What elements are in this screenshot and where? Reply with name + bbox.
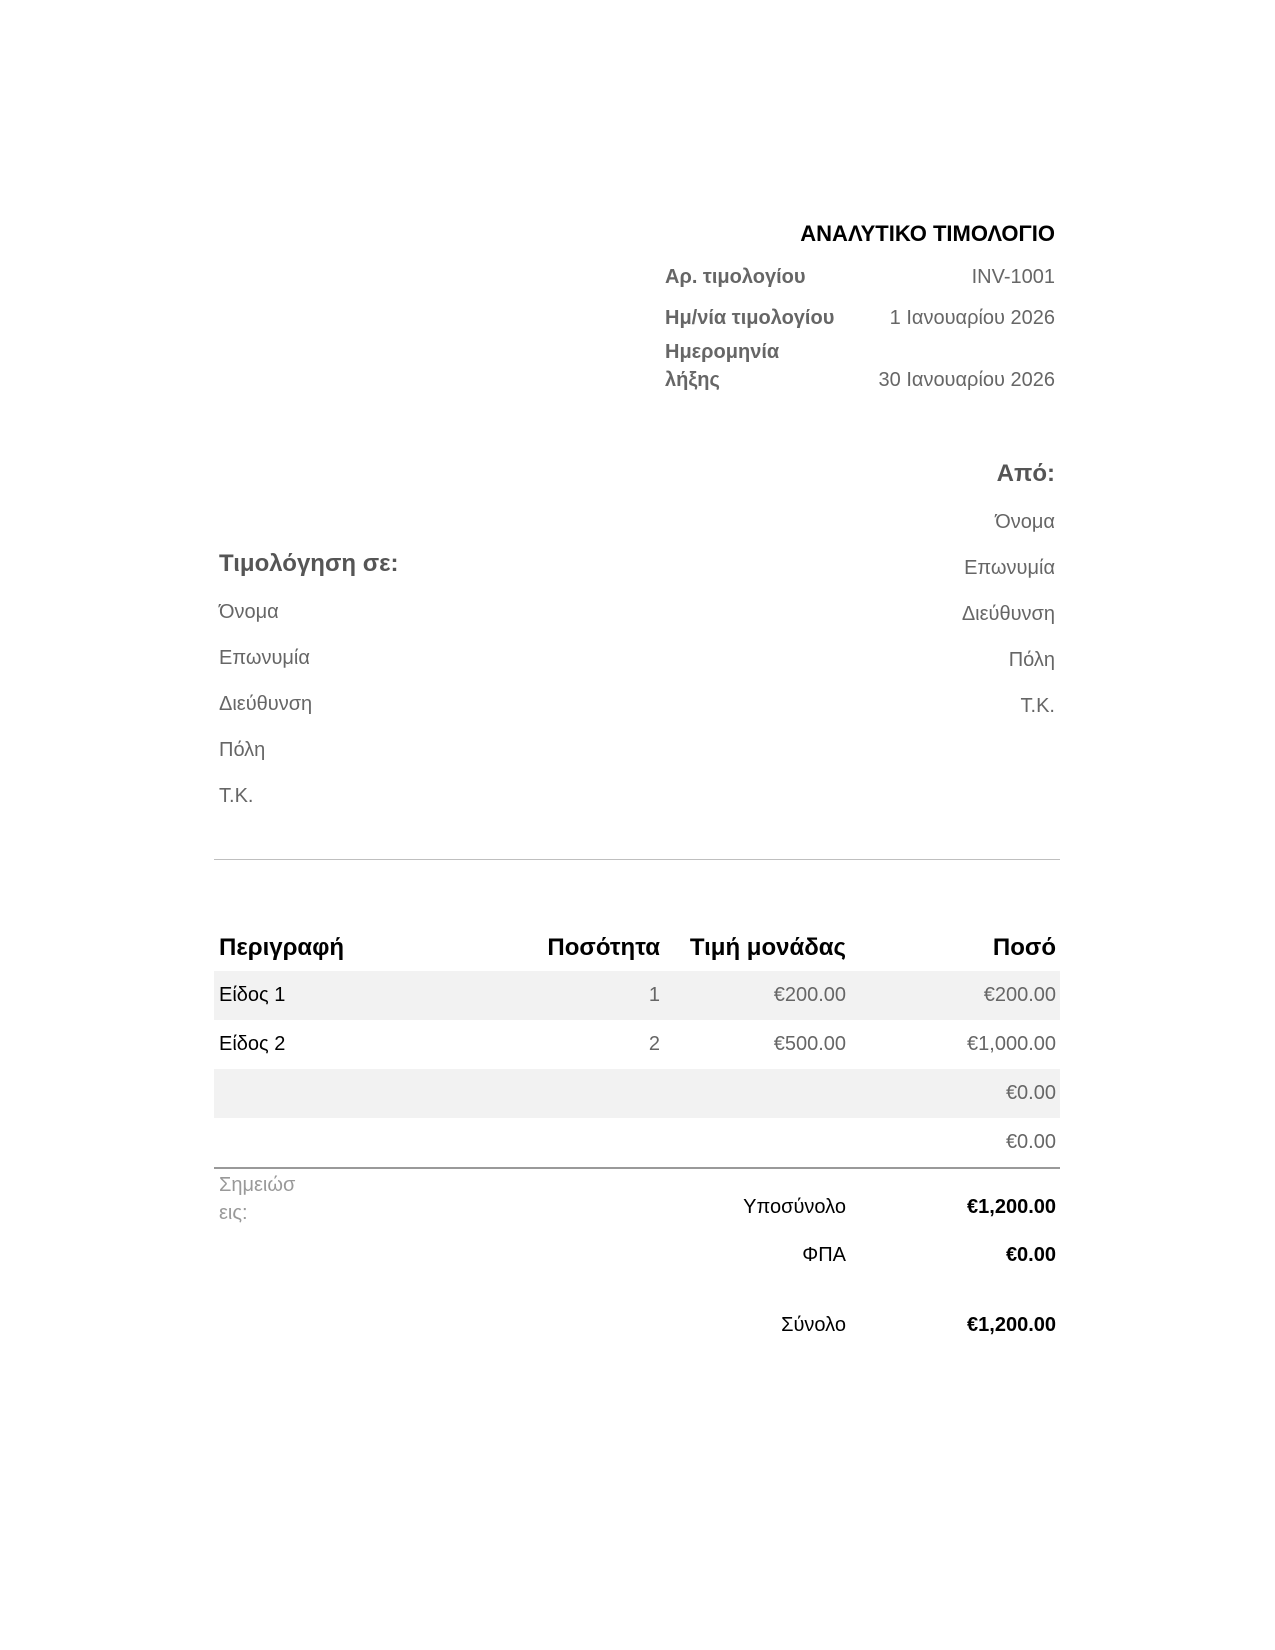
from-company: Επωνυμία [964, 557, 1055, 579]
row-description: Είδος 2 [219, 1033, 286, 1055]
bill-to-zip: Τ.Κ. [219, 785, 254, 807]
table-row [214, 1069, 1060, 1118]
row-amount: €200.00 [983, 984, 1056, 1006]
due-date-row [665, 338, 1055, 394]
row-description: Είδος 1 [219, 984, 286, 1006]
totals-block [214, 1195, 1060, 1337]
tax-value: €0.00 [1005, 1244, 1056, 1266]
row-quantity: 1 [648, 984, 660, 1006]
tax-row [214, 1243, 1060, 1267]
from-zip: Τ.Κ. [1020, 695, 1055, 717]
invoice-number-value: INV-1001 [971, 266, 1055, 288]
items-table-header [214, 925, 1060, 971]
notes-label: Σημειώσεις: [219, 1174, 296, 1224]
grand-total-value: €1,200.00 [967, 1314, 1056, 1336]
from-name: Όνομα [995, 511, 1055, 533]
from-address: Διεύθυνση [961, 603, 1055, 625]
bill-to-city: Πόλη [219, 739, 266, 761]
subtotal-label: Υποσύνολο [743, 1196, 846, 1218]
items-table [214, 925, 1060, 1169]
table-row [214, 971, 1060, 1020]
grand-total-row [214, 1313, 1060, 1337]
subtotal-value: €1,200.00 [967, 1196, 1056, 1218]
row-quantity: 2 [648, 1033, 660, 1055]
row-amount: €0.00 [1005, 1131, 1056, 1153]
tax-label: ΦΠΑ [802, 1244, 846, 1266]
from-city: Πόλη [1008, 649, 1055, 671]
row-unit-price: €200.00 [773, 984, 846, 1006]
invoice-date-row [665, 304, 1055, 332]
invoice-number-label: Αρ. τιμολογίου [665, 266, 806, 288]
table-row [214, 1020, 1060, 1069]
due-date-label: Ημερομηνία λήξης [665, 341, 780, 391]
from-address-block [962, 510, 1055, 740]
table-row [214, 1118, 1060, 1167]
invoice-date-label: Ημ/νία τιμολογίου [665, 307, 835, 329]
header-description: Περιγραφή [219, 934, 345, 961]
bill-to-address-block [219, 600, 312, 830]
header-amount: Ποσό [992, 934, 1056, 961]
bill-to-heading: Τιμολόγηση σε: [219, 550, 399, 577]
section-divider [214, 859, 1060, 860]
row-amount: €1,000.00 [967, 1033, 1056, 1055]
items-bottom-rule [214, 1167, 1060, 1169]
bill-to-address: Διεύθυνση [219, 693, 313, 715]
bill-to-company: Επωνυμία [219, 647, 310, 669]
subtotal-row [214, 1195, 1060, 1219]
due-date-value: 30 Ιανουαρίου 2026 [878, 369, 1055, 391]
invoice-meta [665, 263, 1055, 394]
header-quantity: Ποσότητα [547, 934, 660, 961]
bill-to-name: Όνομα [219, 601, 279, 623]
grand-total-label: Σύνολο [781, 1314, 846, 1336]
header-unit-price: Τιμή μονάδας [689, 934, 846, 961]
invoice-title: ΑΝΑΛΥΤΙΚΟ ΤΙΜΟΛΟΓΙΟ [800, 221, 1055, 246]
from-heading: Από: [996, 460, 1055, 487]
invoice-number-row [665, 263, 1055, 291]
row-unit-price: €500.00 [773, 1033, 846, 1055]
invoice-date-value: 1 Ιανουαρίου 2026 [889, 307, 1055, 329]
row-amount: €0.00 [1005, 1082, 1056, 1104]
